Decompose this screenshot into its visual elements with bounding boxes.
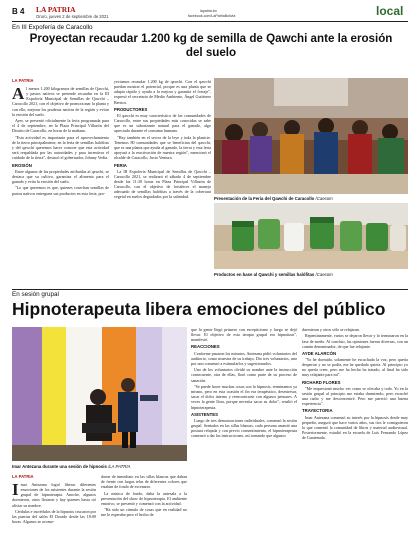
article1-column-2 xyxy=(114,79,211,287)
photo-feria-caption-credit: /Caecom xyxy=(315,196,333,201)
article2-paragraph: Luego de tres demostraciones individuales, comenzó la sesión grupal. Sentados en las sillas blancas, cada persona asumió una postura relajada y con previo consentimiento, el hipnoterapeuta comenzó a dar las instrucciones, así tornando que algunos xyxy=(191,417,297,439)
article2-subhead-ayde-alarcon: AYDE ALARCÓN xyxy=(302,350,337,356)
article1-paragraph: l menos 1.200 kilogramos de semillas de Qawchi, y pastos nativos se pretende recaudar en la III Expofería Municipal de Semillas de Qawchi – Caracollo 2021, con el objetivo de promocionar la planta y con ello, mejorar los praderas nativas de la región y evitar la erosión del suelo. xyxy=(12,86,109,117)
photo-feria-presentation-image xyxy=(214,78,408,194)
article2-paragraph: durmieran y otros sólo se relajaran. xyxy=(302,327,360,332)
photo-qawchi-products-image xyxy=(214,203,408,269)
paper-name: LA PATRIA xyxy=(36,5,76,14)
article2-paragraph: daron de inmediato en las sillas blancas que daban de frente con largas telas de diferentes colores que estaban de fondo de escenario. xyxy=(101,474,187,490)
photo-feria-presentation xyxy=(214,78,408,194)
article1-subhead-feria: FERIA xyxy=(114,162,127,168)
page-header xyxy=(12,5,408,21)
date-line: Oruro, jueves 2 de septiembre de 2021 xyxy=(36,14,109,19)
article2-dropcap: I xyxy=(12,482,19,499)
article2-paragraph: Cérdulas e incrédulos de la hipnosis crucaron por las puertas del salón El Dorado desde las 18:00 horas. Algunos se acomo- xyxy=(12,508,96,525)
article1-byline: LA PATRIA xyxy=(12,78,34,83)
photo-hypnosis-session-image xyxy=(12,327,187,461)
article1-dropcap: A xyxy=(12,86,25,103)
photo-hypnosis-caption-credit: /LA PATRIA xyxy=(108,464,131,469)
article2-kicker: En sesión grupal xyxy=(12,291,59,298)
photo-products-caption xyxy=(214,272,408,277)
photo-products-caption-credit: /Caecom xyxy=(315,272,333,277)
section-code: B 4 xyxy=(12,7,25,16)
article1-paragraph: yectamos recaudar 1.200 kg de qawchi. Con el qawchi puedan mostrar el potencial, porque es una planta que se adapta rápido y ayuda a la mejora y garantía el forraje", expresó el secretario de Medio Ambiente, Ángel Gutiérrez Berrios. xyxy=(114,79,211,105)
photo-hypnosis-caption-text: Imar Antezana durante una sesión de hipnosis xyxy=(12,464,107,469)
header-rule xyxy=(12,21,408,22)
article2-paragraph: "Se puede hacer muchas cosas con la hipnosis, terminamos ya mismo, pero en esta ocasión el fin era terapéutico, desestresar, sacar el dolor interno y reencontrarse con algunos pensares. A veces la gente llora, porque necesita sacar su dolor", resaltó el hipnoterapeuta. xyxy=(191,383,297,410)
facebook-url: facebook.com/LaPatriaBolivia xyxy=(188,14,236,18)
article2-column-1 xyxy=(12,474,96,532)
article2-column-2 xyxy=(101,474,187,532)
article-separator xyxy=(12,289,408,290)
article2-column-4 xyxy=(302,327,408,532)
article2-paragraph: que la gente llegó primero con escepticismo y luego se dejó llevar. El objetivo de esta terapia grupal era hipnotizar", manifestó. xyxy=(191,327,297,343)
article1-subhead-erosion: EROSIÓN xyxy=(12,162,32,168)
article1-kicker: En III Expofería de Caracollo xyxy=(12,24,93,31)
article2-paragraph: La música de fondo, daba la antesala a la presentación del show de hipnoterapia. El ambiente emotivo, se presentó y comenzó con la actividad. xyxy=(101,490,187,506)
article2-subhead-asistentes: ASISTENTES xyxy=(191,411,218,417)
photo-hypnosis-caption xyxy=(12,464,187,469)
article2-paragraph: Conforme pasaron los minutos, Antezana pidió voluntarios del auditorio, como muestra de su trabajo. Dio tres voluntarios, uno por uno comenzó a estimularlos y sugestionarlos. xyxy=(191,350,297,366)
article1-column-1 xyxy=(12,78,109,288)
article1-paragraph: Ayer, se presentó oficialmente la feria programada para el 4 de septiembre, en la Plaza Principal Villazón del Distrito de Caracollo, en horas de la mañana. xyxy=(12,118,109,134)
article2-subhead-reacciones: REACCIONES xyxy=(191,344,220,350)
article2-paragraph: Imar Antezana comenzó su interés por la hipnosis desde muy pequeño, asegurò que hace varios años, sus tíos le consiguieron lo que comentó la comunidad de libros y material audiovisual. Posteriormente, estudió en la escuela de Luis Fernando López de Guatemala. xyxy=(302,414,408,441)
article1-paragraph: El qawchi es muy característico de las comunidades de Caracollo, entre sus propiedades más conocidas se sabe que es un saborizante natural para el ganado, algo apreciado durante el consumo humano. xyxy=(114,112,211,134)
article1-paragraph: "Hay también en el sector de la leye y toda la planicie. Tenemos 80 comunidades que se benefician del qawchi, que es una planta que ayuda al ganado, la tierra y esta feria apoyará a la reactivación de nuestra región", mencionó el alcalde de Caracollo, Justo Ventura. xyxy=(114,134,211,161)
article2-paragraph: "Yo he dormido, solamente he escuchado la voz, pero quería despertar y no se podía, me he quedado quieta. Al principio yo no quería creer, pero me ha hecho ha tratado, al final ha sido muy relajante para mí". xyxy=(302,356,408,378)
article2-column-3 xyxy=(191,327,297,532)
article1-paragraph: "Lo que queremos es que, quienes cosechan semillas de pastos nativos entreguen sus productos en esta feria, pro- xyxy=(12,185,109,196)
article2-paragraph: mar Antezana logró liberar diferentes emociones de los asistentes durante la sesión grupal de hipnoterapia. Anoche, algunos dormieron, otros lloraron y hay quienes hasta rió aliviar su nombre. xyxy=(12,482,96,508)
article1-headline: Proyectan recaudar 1.200 kg de semilla de Qawchi ante la erosión del suelo xyxy=(29,32,393,59)
article2-paragraph: Repentinamente, varios se dejaron llevar y lo terminaron en la fase de sueño. Al concluir, las opiniones fueron diversas, con un común denominador, de que fue relajante. xyxy=(302,333,408,349)
photo-products-caption-text: Productos en base al Qawchi y semillas halófitas xyxy=(214,272,315,277)
web-url: lapatria.bo xyxy=(200,9,217,13)
article2-paragraph: "Ha sido un cúmulo de cosas que en realidad no me lo esperaba pero el hecho de xyxy=(101,507,187,518)
article1-paragraph: Entre algunas de las propiedades atribuidas al qawchi, se destaca que su cultivo, garantiza el alimento para el ganado y evita la erosión del suelo. xyxy=(12,168,109,185)
article2-subhead-trayectoria: TRAYECTORIA xyxy=(302,408,333,414)
article1-subhead-productores: PRODUCTORES xyxy=(114,106,148,112)
article2-byline: LA PATRIA xyxy=(12,474,34,479)
article2-paragraph: Uno de los voluntarios olvidó su nombre ante la instrucción consecuente, otra de ellas, lloró como parte de su proceso de sanación. xyxy=(191,367,297,383)
article2-headline: Hipnoterapeuta libera emociones del público xyxy=(12,299,386,319)
photo-feria-caption-text: Presentación de la Feria del Qawchi de Caracollo xyxy=(214,196,315,201)
article2-subhead-richard-flores: RICHARD FLORES xyxy=(302,379,341,385)
article1-paragraph: La III Expoferia Municipal de Semillas de Qawchi – Caracollo 2021, se realizará el sábado 4 de septiembre desde las 11:30 horas en Plaza Principal Villazón de Caracollo, con el objetivo de fortalecer el manejo adecuado de semillas halófitas a través de la cobertura vegetal en suelos degradados por la salinidad. xyxy=(114,168,211,200)
article2-paragraph: "Me impresionó mucho ver como se ofecaba y todo. Yo en la sesión grupal al principio me estaba durmiendo, pero escuché una radio y me desconcentré. Pero me pareció una buena experiencia". xyxy=(302,385,408,407)
photo-feria-caption xyxy=(214,196,408,201)
article1-paragraph: "Esta actividad es importante para el aprovechamiento de la tierra principalmente, en la feria de semillas halófitas y del qawchi queremos hacer conocer que esta actividad será respaldada por las autoridades y para incentivar el cuidado de la tierra", destacó el gobernador, Johnny Vedia. xyxy=(12,134,109,161)
photo-qawchi-products xyxy=(214,203,408,269)
section-label: local xyxy=(376,4,404,18)
photo-hypnosis-session xyxy=(12,327,187,461)
